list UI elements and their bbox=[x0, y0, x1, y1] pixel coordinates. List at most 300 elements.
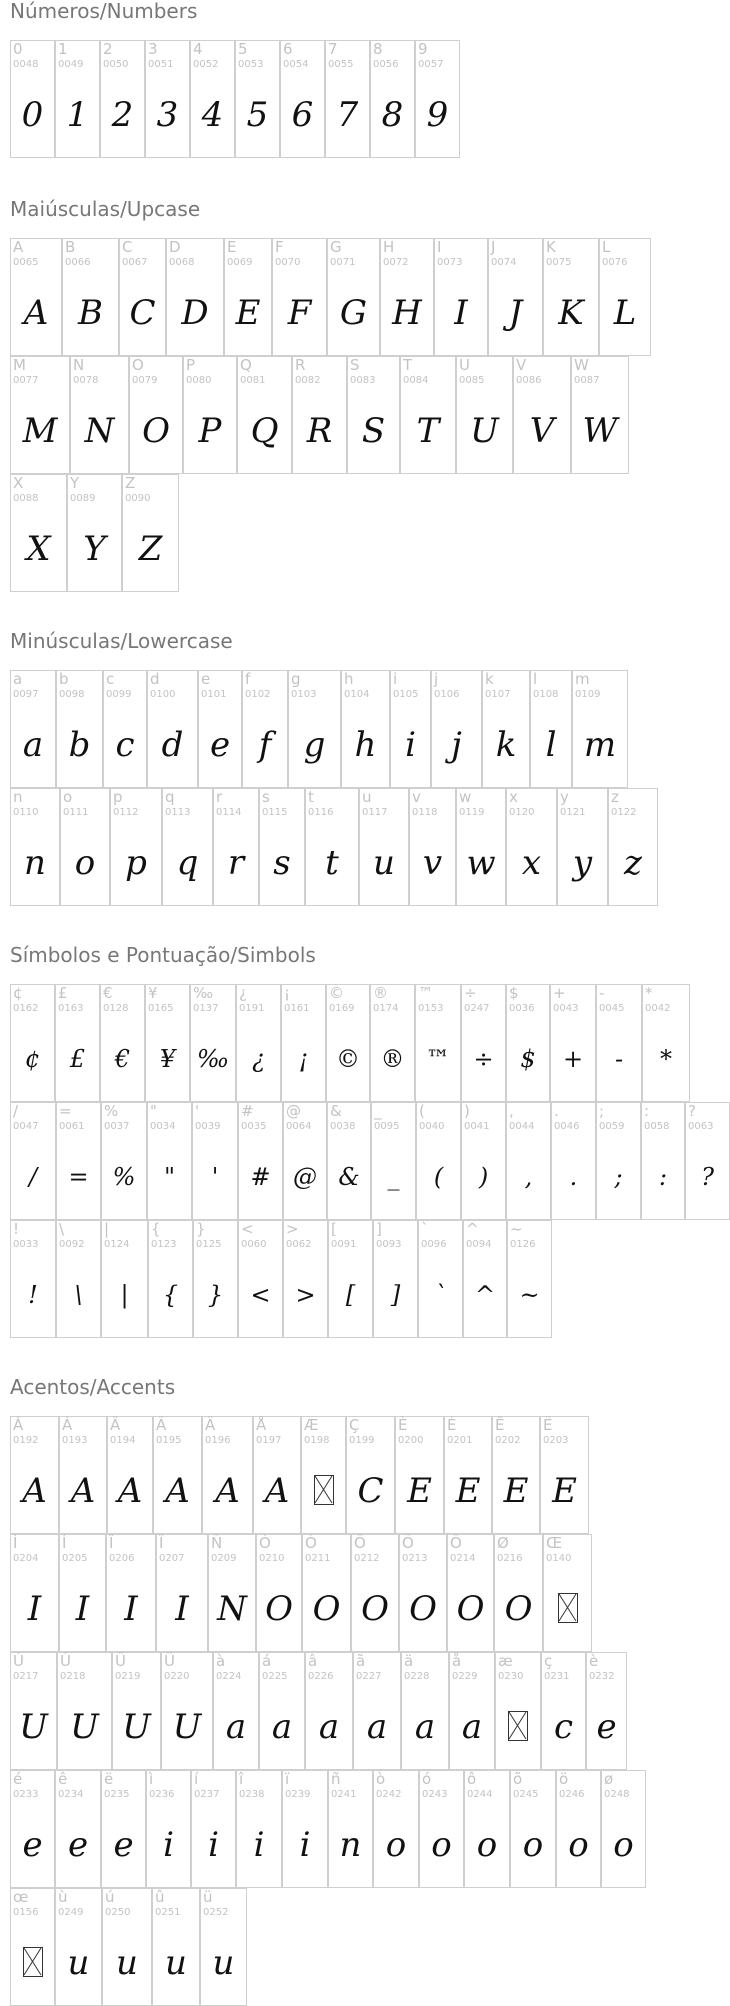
glyph-code: 0069 bbox=[227, 257, 253, 268]
glyph-sample: O bbox=[409, 1589, 437, 1629]
glyph-label: á bbox=[262, 1652, 272, 1670]
glyph-code: 0099 bbox=[106, 689, 132, 700]
glyph-sample: A bbox=[264, 1471, 290, 1511]
glyph-code: 0117 bbox=[362, 807, 388, 818]
glyph-code: 0140 bbox=[546, 1553, 572, 1564]
section-title: Minúsculas/Lowercase bbox=[10, 629, 233, 653]
glyph-sample: e bbox=[67, 1825, 89, 1865]
glyph-cell bbox=[282, 1770, 328, 1888]
glyph-label: & bbox=[330, 1102, 342, 1120]
glyph-sample: y bbox=[572, 843, 593, 883]
glyph-cell bbox=[55, 1888, 102, 2006]
glyph-sample: n bbox=[339, 1825, 362, 1865]
glyph-code: 0060 bbox=[241, 1239, 267, 1250]
glyph-cell bbox=[62, 238, 119, 356]
glyph-sample: o bbox=[476, 1825, 498, 1865]
glyph-label: ç bbox=[544, 1652, 553, 1670]
glyph-sample: e bbox=[113, 1825, 134, 1865]
glyph-label: W bbox=[574, 356, 589, 374]
glyph-label: ê bbox=[58, 1770, 68, 1788]
glyph-cell bbox=[59, 1416, 107, 1534]
glyph-cell bbox=[193, 1220, 238, 1338]
glyph-label: î bbox=[239, 1770, 244, 1788]
glyph-cell bbox=[100, 984, 145, 1102]
glyph-cell bbox=[283, 1102, 327, 1220]
glyph-sample: o bbox=[431, 1825, 452, 1865]
glyph-sample: a bbox=[22, 725, 44, 765]
glyph-sample: [ bbox=[345, 1281, 356, 1309]
glyph-code: 0045 bbox=[599, 1003, 625, 1014]
glyph-code: 0095 bbox=[374, 1121, 400, 1132]
glyph-label: È bbox=[398, 1416, 408, 1434]
glyph-cell bbox=[608, 788, 658, 906]
glyph-label: Œ bbox=[546, 1534, 563, 1552]
glyph-sample: m bbox=[583, 725, 617, 765]
glyph-sample: U bbox=[470, 411, 499, 451]
glyph-code: 0212 bbox=[354, 1553, 380, 1564]
glyph-sample: ] bbox=[390, 1281, 401, 1309]
glyph-label: À bbox=[13, 1416, 24, 1434]
glyph-sample: E bbox=[552, 1471, 577, 1511]
glyph-label: € bbox=[103, 984, 113, 1002]
glyph-sample: ‰ bbox=[196, 1045, 230, 1073]
glyph-code: 0108 bbox=[533, 689, 559, 700]
glyph-cell bbox=[373, 1220, 418, 1338]
glyph-cell bbox=[100, 40, 145, 158]
glyph-code: 0070 bbox=[275, 257, 301, 268]
glyph-code: 0037 bbox=[104, 1121, 130, 1132]
glyph-sample: Y bbox=[83, 529, 106, 569]
glyph-label: + bbox=[553, 984, 566, 1002]
glyph-code: 0121 bbox=[560, 807, 586, 818]
glyph-code: 0174 bbox=[373, 1003, 399, 1014]
glyph-label: Õ bbox=[402, 1534, 414, 1552]
glyph-code: 0096 bbox=[421, 1239, 447, 1250]
glyph-code: 0122 bbox=[611, 807, 637, 818]
glyph-sample: B bbox=[78, 293, 103, 333]
glyph-sample: N bbox=[217, 1589, 247, 1629]
glyph-sample: S bbox=[361, 411, 386, 451]
glyph-sample: o bbox=[613, 1825, 634, 1865]
glyph-code: 0052 bbox=[193, 59, 219, 70]
glyph-code: 0238 bbox=[239, 1789, 265, 1800]
glyph-code: 0120 bbox=[509, 807, 535, 818]
glyph-sample: U bbox=[122, 1707, 151, 1747]
glyph-cell bbox=[347, 356, 400, 474]
glyph-code: 0074 bbox=[491, 257, 517, 268]
glyph-cell bbox=[238, 1220, 283, 1338]
glyph-code: 0239 bbox=[285, 1789, 311, 1800]
glyph-code: 0035 bbox=[241, 1121, 267, 1132]
glyph-cell bbox=[495, 1652, 541, 1770]
glyph-label: å bbox=[452, 1652, 462, 1670]
glyph-code: 0220 bbox=[164, 1671, 190, 1682]
glyph-sample: ™ bbox=[426, 1045, 450, 1073]
glyph-code: 0202 bbox=[495, 1435, 521, 1446]
glyph-cell bbox=[10, 1220, 56, 1338]
glyph-code: 0228 bbox=[404, 1671, 430, 1682]
glyph-sample: u bbox=[373, 843, 395, 883]
section-title: Maiúsculas/Upcase bbox=[10, 197, 201, 221]
glyph-cell bbox=[256, 1534, 302, 1652]
glyph-cell bbox=[10, 670, 56, 788]
glyph-sample: ® bbox=[380, 1045, 405, 1073]
glyph-sample: K bbox=[558, 293, 584, 333]
glyph-code: 0204 bbox=[13, 1553, 39, 1564]
glyph-cell bbox=[506, 1102, 551, 1220]
glyph-label: S bbox=[350, 356, 360, 374]
glyph-sample: + bbox=[562, 1045, 584, 1073]
glyph-cell bbox=[328, 1220, 373, 1338]
glyph-cell bbox=[10, 474, 67, 592]
glyph-cell bbox=[122, 474, 179, 592]
glyph-label: i bbox=[393, 670, 398, 688]
glyph-sample: O bbox=[265, 1589, 293, 1629]
glyph-cell bbox=[571, 356, 629, 474]
glyph-sample: U bbox=[70, 1707, 99, 1747]
glyph-code: 0125 bbox=[196, 1239, 222, 1250]
glyph-code: 0156 bbox=[13, 1907, 39, 1918]
glyph-label: r bbox=[216, 788, 223, 806]
glyph-code: 0233 bbox=[13, 1789, 39, 1800]
glyph-sample: , bbox=[524, 1163, 533, 1191]
glyph-sample: u bbox=[212, 1943, 235, 1983]
glyph-code: 0241 bbox=[331, 1789, 357, 1800]
glyph-cell bbox=[192, 1102, 238, 1220]
glyph-sample: T bbox=[416, 411, 440, 451]
glyph-label: d bbox=[150, 670, 160, 688]
glyph-label: £ bbox=[58, 984, 68, 1002]
glyph-label: ) bbox=[464, 1102, 470, 1120]
glyph-code: 0209 bbox=[211, 1553, 237, 1564]
glyph-code: 0250 bbox=[105, 1907, 131, 1918]
section-title: Acentos/Accents bbox=[10, 1375, 176, 1399]
glyph-label: F bbox=[275, 238, 284, 256]
glyph-code: 0033 bbox=[13, 1239, 39, 1250]
glyph-cell bbox=[200, 1888, 247, 2006]
glyph-sample: € bbox=[114, 1045, 131, 1073]
glyph-cell bbox=[530, 670, 572, 788]
glyph-sample: D bbox=[181, 293, 209, 333]
glyph-sample: \ bbox=[74, 1281, 83, 1309]
glyph-code: 0210 bbox=[259, 1553, 285, 1564]
glyph-code: 0056 bbox=[373, 59, 399, 70]
glyph-label: f bbox=[245, 670, 251, 688]
glyph-label: 8 bbox=[373, 40, 383, 58]
glyph-sample: ¥ bbox=[159, 1045, 176, 1073]
glyph-sample: E bbox=[503, 1471, 529, 1511]
glyph-sample: A bbox=[215, 1471, 240, 1511]
glyph-cell bbox=[10, 238, 62, 356]
glyph-sample: u bbox=[165, 1943, 187, 1983]
glyph-code: 0106 bbox=[434, 689, 460, 700]
glyph-sample: = bbox=[68, 1163, 89, 1191]
glyph-cell bbox=[482, 670, 530, 788]
glyph-cell bbox=[56, 1102, 101, 1220]
glyph-label: a bbox=[13, 670, 23, 688]
glyph-label: ù bbox=[58, 1888, 68, 1906]
glyph-label: C bbox=[122, 238, 133, 256]
glyph-sample: ' bbox=[211, 1163, 219, 1191]
glyph-label: m bbox=[575, 670, 590, 688]
glyph-label: c bbox=[106, 670, 115, 688]
glyph-cell bbox=[641, 1102, 685, 1220]
glyph-code: 0153 bbox=[418, 1003, 444, 1014]
glyph-sample: E bbox=[235, 293, 261, 333]
glyph-label: ¿ bbox=[239, 984, 247, 1002]
glyph-cell bbox=[601, 1770, 646, 1888]
glyph-code: 0231 bbox=[544, 1671, 570, 1682]
glyph-label: U bbox=[459, 356, 470, 374]
glyph-code: 0104 bbox=[344, 689, 370, 700]
glyph-code: 0088 bbox=[13, 493, 39, 504]
glyph-label: L bbox=[602, 238, 611, 256]
glyph-label: < bbox=[241, 1220, 254, 1238]
glyph-label: Ô bbox=[354, 1534, 366, 1552]
glyph-code: 0161 bbox=[284, 1003, 310, 1014]
glyph-label: E bbox=[227, 238, 237, 256]
glyph-label: l bbox=[533, 670, 538, 688]
glyph-cell bbox=[431, 670, 482, 788]
glyph-sample: & bbox=[338, 1163, 360, 1191]
glyph-label: h bbox=[344, 670, 354, 688]
glyph-code: 0055 bbox=[328, 59, 354, 70]
glyph-sample: g bbox=[303, 725, 326, 765]
glyph-cell bbox=[395, 1416, 444, 1534]
glyph-sample: c bbox=[115, 725, 135, 765]
glyph-code: 0039 bbox=[195, 1121, 221, 1132]
glyph-label: e bbox=[201, 670, 211, 688]
glyph-label: | bbox=[104, 1220, 110, 1238]
glyph-label: w bbox=[459, 788, 472, 806]
glyph-sample: A bbox=[23, 293, 49, 333]
glyph-sample: } bbox=[207, 1281, 224, 1309]
glyph-code: 0047 bbox=[13, 1121, 39, 1132]
glyph-sample: s bbox=[273, 843, 291, 883]
glyph-sample: I bbox=[27, 1589, 42, 1629]
glyph-label: à bbox=[216, 1652, 226, 1670]
glyph-label: Y bbox=[70, 474, 80, 492]
glyph-cell bbox=[59, 1534, 106, 1652]
glyph-cell bbox=[456, 788, 506, 906]
glyph-sample: o bbox=[74, 843, 96, 883]
glyph-label: X bbox=[13, 474, 24, 492]
glyph-cell bbox=[373, 1770, 419, 1888]
glyph-code: 0086 bbox=[516, 375, 542, 386]
glyph-sample: I bbox=[454, 293, 468, 333]
glyph-sample: a bbox=[225, 1707, 247, 1747]
glyph-label: Å bbox=[256, 1416, 267, 1434]
glyph-code: 0041 bbox=[464, 1121, 490, 1132]
glyph-sample: Z bbox=[138, 529, 163, 569]
glyph-label: t bbox=[308, 788, 314, 806]
glyph-cell bbox=[543, 1534, 592, 1652]
glyph-cell bbox=[380, 238, 434, 356]
glyph-label: % bbox=[104, 1102, 119, 1120]
glyph-label: Ã bbox=[156, 1416, 167, 1434]
glyph-cell bbox=[10, 1770, 55, 1888]
glyph-sample: L bbox=[613, 293, 637, 333]
glyph-sample: z bbox=[624, 843, 642, 883]
glyph-sample: ÷ bbox=[473, 1045, 494, 1073]
glyph-code: 0252 bbox=[203, 1907, 229, 1918]
glyph-cell bbox=[10, 1416, 59, 1534]
glyph-cell bbox=[488, 238, 543, 356]
glyph-label: Ñ bbox=[211, 1534, 223, 1552]
glyph-cell bbox=[129, 356, 183, 474]
glyph-code: 0198 bbox=[304, 1435, 330, 1446]
glyph-code: 0163 bbox=[58, 1003, 84, 1014]
glyph-cell bbox=[272, 238, 327, 356]
glyph-sample: : bbox=[658, 1163, 668, 1191]
missing-glyph-icon bbox=[558, 1593, 578, 1623]
section-title: Símbolos e Pontuação/Simbols bbox=[10, 943, 316, 967]
glyph-sample: w bbox=[466, 843, 496, 883]
glyph-label: { bbox=[151, 1220, 161, 1238]
glyph-label: É bbox=[447, 1416, 457, 1434]
glyph-code: 0226 bbox=[308, 1671, 334, 1682]
glyph-code: 0091 bbox=[331, 1239, 357, 1250]
glyph-code: 0101 bbox=[201, 689, 227, 700]
glyph-label: \ bbox=[59, 1220, 65, 1238]
glyph-cell bbox=[101, 1220, 148, 1338]
glyph-sample: A bbox=[22, 1471, 47, 1511]
glyph-code: 0087 bbox=[574, 375, 600, 386]
glyph-cell bbox=[162, 788, 213, 906]
glyph-label: Ì bbox=[13, 1534, 18, 1552]
glyph-sample: 6 bbox=[291, 95, 314, 135]
glyph-code: 0169 bbox=[329, 1003, 355, 1014]
glyph-label: 9 bbox=[418, 40, 428, 58]
glyph-code: 0247 bbox=[464, 1003, 490, 1014]
glyph-label: " bbox=[150, 1102, 157, 1120]
glyph-sample: i bbox=[208, 1825, 219, 1865]
glyph-code: 0057 bbox=[418, 59, 444, 70]
glyph-cell bbox=[237, 356, 292, 474]
glyph-label: ® bbox=[373, 984, 388, 1002]
missing-glyph-icon bbox=[314, 1475, 334, 1505]
glyph-cell bbox=[242, 670, 288, 788]
glyph-code: 0050 bbox=[103, 59, 129, 70]
glyph-code: 0124 bbox=[104, 1239, 130, 1250]
glyph-label: ÷ bbox=[464, 984, 477, 1002]
glyph-sample: U bbox=[172, 1707, 202, 1747]
glyph-cell bbox=[56, 670, 103, 788]
glyph-label: Ú bbox=[60, 1652, 71, 1670]
glyph-label: Ù bbox=[13, 1652, 24, 1670]
glyph-code: 0075 bbox=[546, 257, 572, 268]
glyph-code: 0213 bbox=[402, 1553, 428, 1564]
glyph-sample: % bbox=[112, 1163, 136, 1191]
glyph-code: 0089 bbox=[70, 493, 96, 504]
glyph-label: ¥ bbox=[148, 984, 158, 1002]
glyph-cell bbox=[596, 1102, 641, 1220]
glyph-cell bbox=[557, 788, 608, 906]
section-title: Números/Numbers bbox=[10, 0, 198, 23]
glyph-label: y bbox=[560, 788, 569, 806]
glyph-cell bbox=[415, 40, 460, 158]
glyph-code: 0105 bbox=[393, 689, 419, 700]
glyph-code: 0118 bbox=[412, 807, 438, 818]
glyph-sample: V bbox=[529, 411, 555, 451]
glyph-code: 0068 bbox=[169, 257, 195, 268]
glyph-code: 0092 bbox=[59, 1239, 85, 1250]
glyph-sample: E bbox=[407, 1471, 432, 1511]
glyph-sample: O bbox=[456, 1589, 485, 1629]
glyph-cell bbox=[57, 1652, 112, 1770]
glyph-code: 0113 bbox=[165, 807, 191, 818]
glyph-sample: M bbox=[22, 411, 58, 451]
glyph-cell bbox=[259, 1652, 305, 1770]
glyph-label: T bbox=[403, 356, 413, 374]
glyph-label: / bbox=[13, 1102, 19, 1120]
glyph-cell bbox=[110, 788, 162, 906]
glyph-sample: O bbox=[504, 1589, 533, 1629]
glyph-label: ú bbox=[105, 1888, 115, 1906]
glyph-sample: 8 bbox=[381, 95, 404, 135]
glyph-cell bbox=[213, 1652, 259, 1770]
glyph-sample: o bbox=[385, 1825, 407, 1865]
glyph-cell bbox=[541, 1652, 586, 1770]
glyph-label: ä bbox=[404, 1652, 414, 1670]
glyph-cell bbox=[461, 984, 506, 1102]
glyph-cell bbox=[288, 670, 341, 788]
glyph-label: b bbox=[59, 670, 69, 688]
glyph-code: 0082 bbox=[295, 375, 321, 386]
glyph-sample: H bbox=[392, 293, 422, 333]
glyph-label: ¡ bbox=[284, 984, 291, 1002]
glyph-cell bbox=[305, 788, 359, 906]
glyph-label: P bbox=[186, 356, 196, 374]
glyph-cell bbox=[190, 984, 236, 1102]
glyph-cell bbox=[147, 1102, 192, 1220]
glyph-code: 0102 bbox=[245, 689, 271, 700]
glyph-sample: O bbox=[142, 411, 170, 451]
glyph-sample: < bbox=[250, 1281, 271, 1309]
glyph-code: 0046 bbox=[554, 1121, 580, 1132]
glyph-label: ¢ bbox=[13, 984, 23, 1002]
glyph-code: 0059 bbox=[599, 1121, 625, 1132]
glyph-cell bbox=[370, 40, 415, 158]
glyph-sample: i bbox=[253, 1825, 265, 1865]
glyph-cell bbox=[444, 1416, 492, 1534]
glyph-code: 0111 bbox=[63, 807, 89, 818]
glyph-cell bbox=[67, 474, 122, 592]
glyph-label: Q bbox=[240, 356, 252, 374]
glyph-sample: f bbox=[258, 725, 272, 765]
glyph-code: 0119 bbox=[459, 807, 485, 818]
glyph-cell bbox=[434, 238, 488, 356]
glyph-code: 0040 bbox=[419, 1121, 445, 1132]
glyph-sample: i bbox=[405, 725, 416, 765]
glyph-code: 0248 bbox=[604, 1789, 630, 1800]
glyph-sample: O bbox=[361, 1589, 389, 1629]
glyph-code: 0251 bbox=[155, 1907, 181, 1918]
glyph-code: 0216 bbox=[497, 1553, 523, 1564]
glyph-cell bbox=[371, 1102, 416, 1220]
glyph-code: 0219 bbox=[115, 1671, 141, 1682]
glyph-code: 0093 bbox=[376, 1239, 402, 1250]
glyph-cell bbox=[506, 984, 550, 1102]
glyph-cell bbox=[494, 1534, 543, 1652]
glyph-code: 0193 bbox=[62, 1435, 88, 1446]
glyph-cell bbox=[156, 1534, 208, 1652]
glyph-cell bbox=[145, 984, 190, 1102]
glyph-cell bbox=[301, 1416, 346, 1534]
glyph-label: . bbox=[554, 1102, 559, 1120]
glyph-sample: a bbox=[318, 1707, 340, 1747]
glyph-code: 0244 bbox=[467, 1789, 493, 1800]
